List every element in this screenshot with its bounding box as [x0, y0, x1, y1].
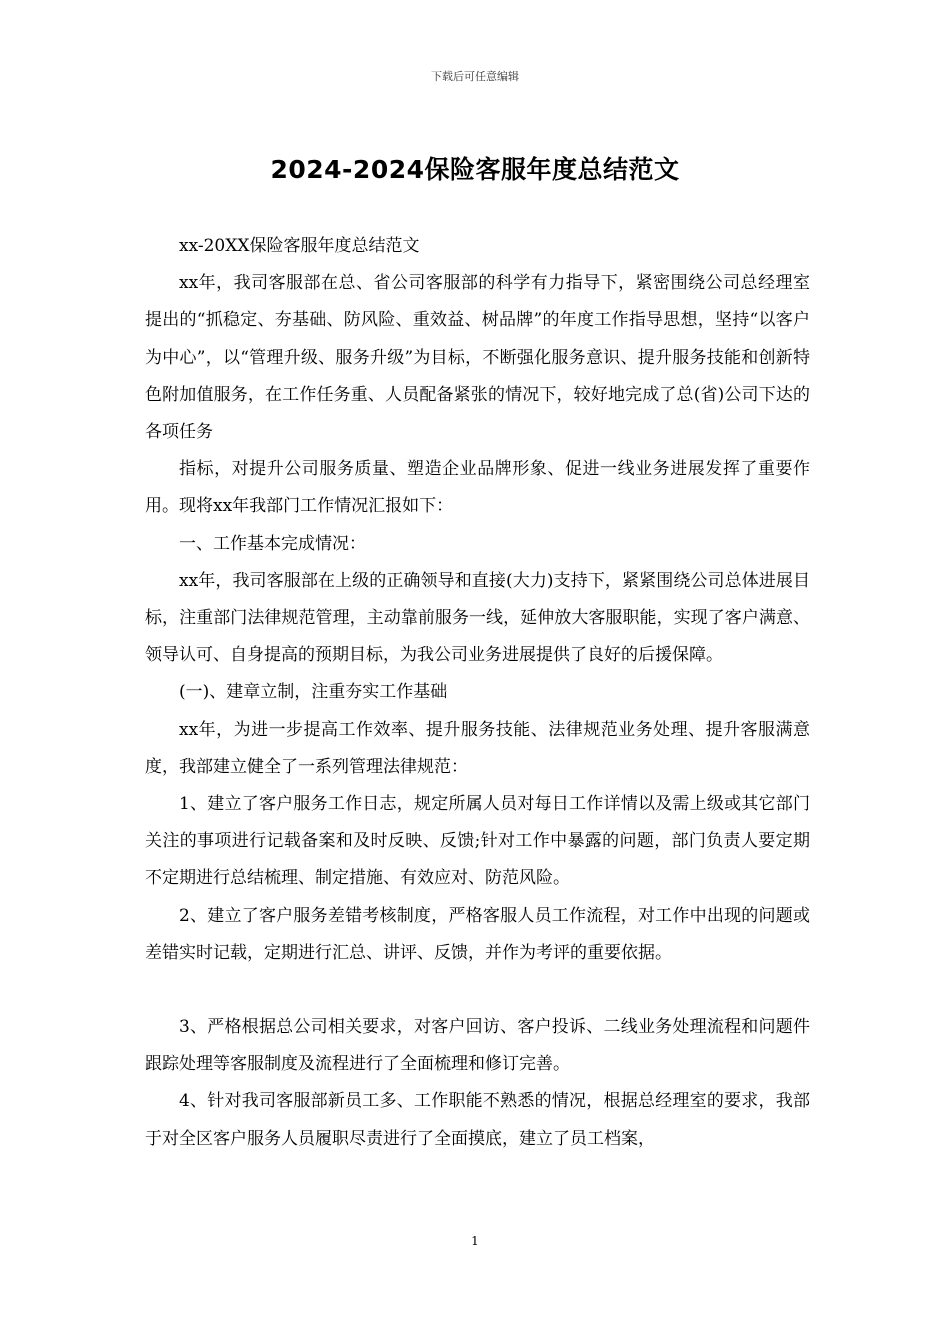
paragraph-intro: xx年，我司客服部在总、省公司客服部的科学有力指导下，紧密围绕公司总经理室提出的“抓稳定、夯基础、防风险、重效益、树品牌”的年度工作指导思想，坚持“以客户为中心”，以“管理升级、服务升级”为目标，不断强化服务意识、提升服务技能和创新特色附加值服务，在工作任务重、人员配备紧张的情况下，较好地完成了总(省)公司下达的各项任务: [145, 273, 810, 443]
list-item-1: 1、建立了客户服务工作日志，规定所属人员对每日工作详情以及需上级或其它部门关注的事项进行记载备案和及时反映、反馈;针对工作中暴露的问题，部门负责人要定期不定期进行总结梳理、制定措施、有效应对、防范风险。: [145, 794, 810, 889]
subsection-heading-1: (一)、建章立制，注重夯实工作基础: [179, 682, 448, 703]
document-title: 2024-2024保险客服年度总结范文: [270, 155, 680, 184]
paragraph-subsection-1: xx年，为进一步提高工作效率、提升服务技能、法律规范业务处理、提升客服满意度，我部建立健全了一系列管理法律规范：: [145, 719, 810, 777]
paragraph-subtitle: xx-20XX保险客服年度总结范文: [179, 236, 420, 256]
paragraph-section-1: xx年，我司客服部在上级的正确领导和直接(大力)支持下，紧紧围绕公司总体进展目标，注重部门法律规范管理，主动靠前服务一线，延伸放大客服职能，实现了客户满意、领导认可、自身提高的预期目标，为我公司业务进展提供了良好的后援保障。: [145, 570, 810, 666]
page-number: 1: [471, 1234, 479, 1248]
section-heading-1: 一、工作基本完成情况：: [179, 533, 366, 554]
paragraph-intro-continued: 指标，对提升公司服务质量、塑造企业品牌形象、促进一线业务进展发挥了重要作用。现将xx年我部门工作情况汇报如下：: [145, 459, 810, 517]
header-note: 下载后可任意编辑: [431, 70, 519, 83]
list-item-4: 4、针对我司客服部新员工多、工作职能不熟悉的情况，根据总经理室的要求，我部于对全区客户服务人员履职尽责进行了全面摸底，建立了员工档案，: [145, 1091, 810, 1149]
document-body: [145, 228, 810, 1158]
list-item-2: 2、建立了客户服务差错考核制度，严格客服人员工作流程，对工作中出现的问题或差错实时记载，定期进行汇总、讲评、反馈，并作为考评的重要依据。: [145, 905, 810, 963]
list-item-3: 3、严格根据总公司相关要求，对客户回访、客户投诉、二线业务处理流程和问题件跟踪处理等客服制度及流程进行了全面梳理和修订完善。: [145, 1017, 810, 1075]
